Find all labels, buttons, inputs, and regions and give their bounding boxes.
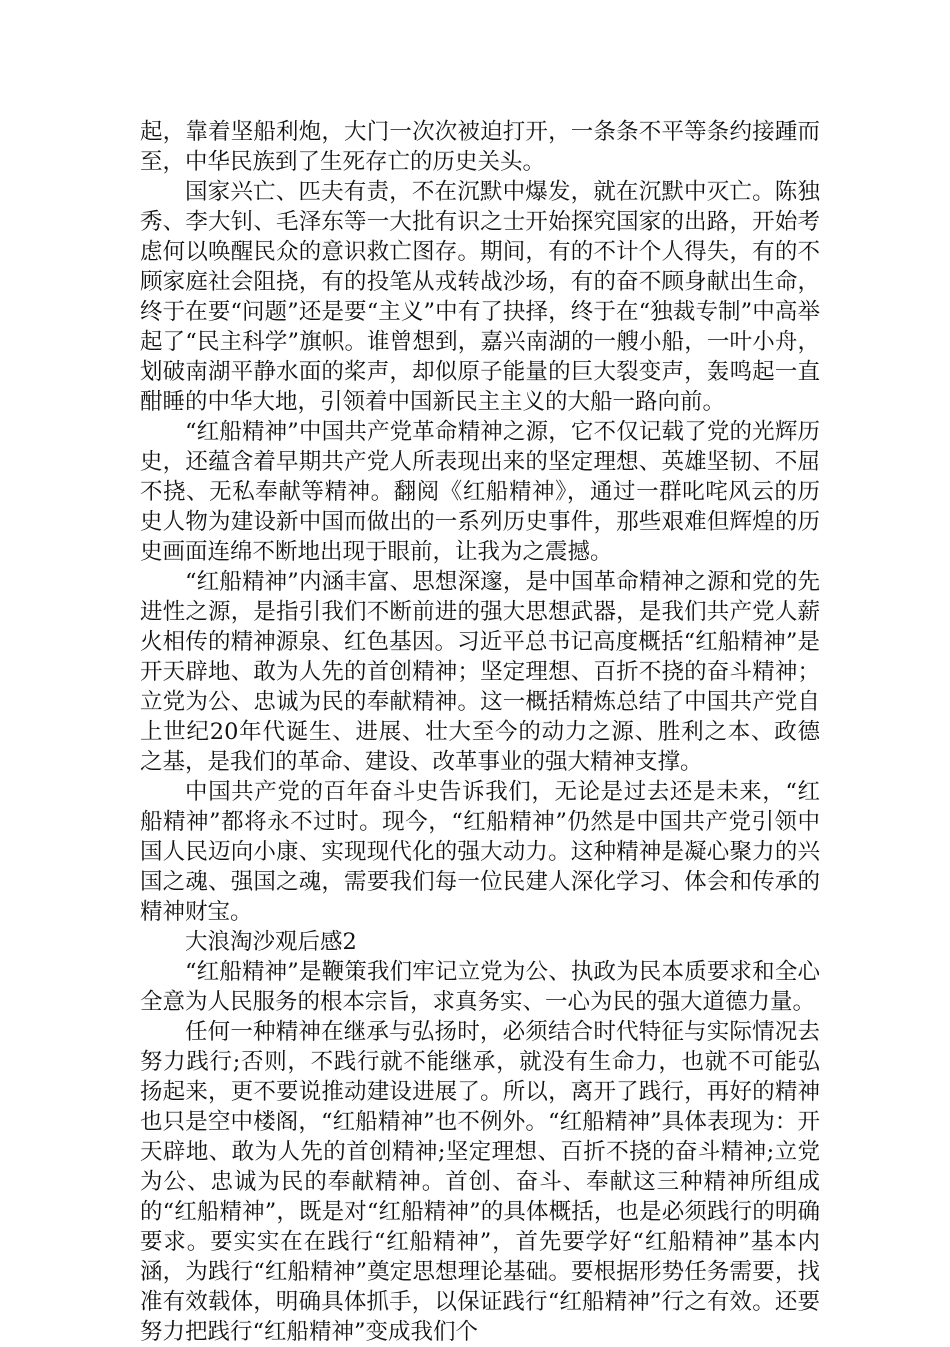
document-body: [140, 117, 820, 1347]
paragraph-moral-force: “红船精神”是鞭策我们牢记立党为公、执政为民本质要求和全心全意为人民服务的根本宗旨，求真务实、一心为民的强大道德力量。: [140, 959, 820, 1015]
section-heading: 大浪淘沙观后感2: [185, 929, 357, 955]
paragraph-national-rise: 国家兴亡、匹夫有责，不在沉默中爆发，就在沉默中灭亡。陈独秀、李大钊、毛泽东等一大批有识之士开始探究国家的出路，开始考虑何以唤醒民众的意识救亡图存。期间，有的不计个人得失，有的不顾家庭社会阻挠，有的投笔从戎转战沙场，有的奋不顾身献出生命，终于在要“问题”还是要“主义”中有了抉择，终于在“独裁专制”中高举起了“民主科学”旗帜。谁曾想到，嘉兴南湖的一艘小船，一叶小舟，划破南湖平静水面的桨声，却似原子能量的巨大裂变声，轰鸣起一直酣睡的中华大地，引领着中国新民主主义的大船一路向前。: [140, 179, 820, 415]
paragraph-practice: 任何一种精神在继承与弘扬时，必须结合时代特征与实际情况去努力践行;否则，不践行就不能继承，就没有生命力，也就不可能弘扬起来，更不要说推动建设进展了。所以，离开了践行，再好的精神也只是空中楼阁，“红船精神”也不例外。“红船精神”具体表现为：开天辟地、敢为人先的首创精神;坚定理想、百折不挠的奋斗精神;立党为公、忠诚为民的奉献精神。首创、奋斗、奉献这三种精神所组成的“红船精神”，既是对“红船精神”的具体概括，也是必须践行的明确要求。要实实在在践行“红船精神”，首先要学好“红船精神”基本内涵，为践行“红船精神”奠定思想理论基础。要根据形势任务需要，找准有效载体，明确具体抓手，以保证践行“红船精神”行之有效。还要努力把践行“红船精神”变成我们个: [140, 1019, 820, 1345]
paragraph-continuation: 起，靠着坚船利炮，大门一次次被迫打开，一条条不平等条约接踵而至，中华民族到了生死存亡的历史关头。: [140, 119, 820, 175]
paragraph-centennial-history: 中国共产党的百年奋斗史告诉我们，无论是过去还是未来，“红船精神”都将永不过时。现今，“红船精神”仍然是中国共产党引领中国人民迈向小康、实现现代化的强大动力。这种精神是凝心聚力的兴国之魂、强国之魂，需要我们每一位民建人深化学习、体会和传承的精神财宝。: [140, 779, 820, 925]
paragraph-red-boat-meaning: “红船精神”内涵丰富、思想深邃，是中国革命精神之源和党的先进性之源，是指引我们不断前进的强大思想武器，是我们共产党人薪火相传的精神源泉、红色基因。习近平总书记高度概括“红船精神”是开天辟地、敢为人先的首创精神；坚定理想、百折不挠的奋斗精神；立党为公、忠诚为民的奉献精神。这一概括精炼总结了中国共产党自上世纪20年代诞生、进展、壮大至今的动力之源、胜利之本、政德之基，是我们的革命、建设、改革事业的强大精神支撑。: [140, 569, 820, 775]
paragraph-red-boat-source: “红船精神”中国共产党革命精神之源，它不仅记载了党的光辉历史，还蕴含着早期共产党人所表现出来的坚定理想、英雄坚韧、不屈不挠、无私奉献等精神。翻阅《红船精神》，通过一群叱咤风云的历史人物为建设新中国而做出的一系列历史事件，那些艰难但辉煌的历史画面连绵不断地出现于眼前，让我为之震撼。: [140, 419, 820, 565]
